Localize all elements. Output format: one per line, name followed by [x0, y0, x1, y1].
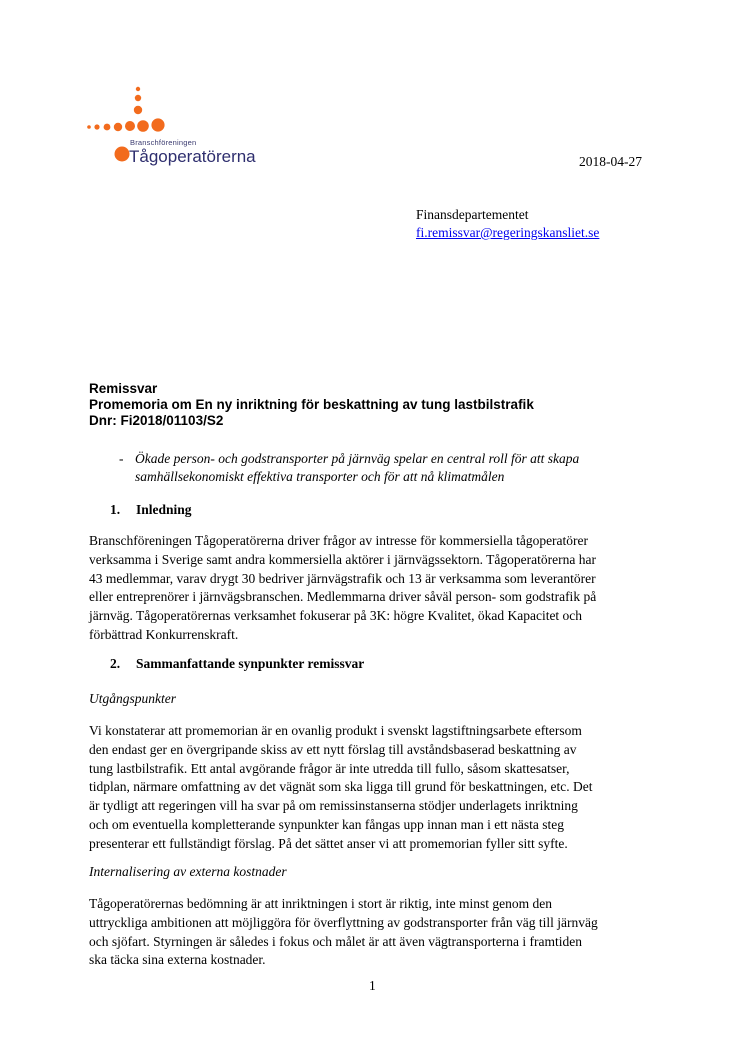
section-1-paragraph — [89, 532, 669, 645]
section-2-line: Tågoperatörernas bedömning är att inriktningen i stort är riktig, inte minst genom den — [89, 896, 553, 911]
section-1-heading — [110, 502, 192, 518]
section-1-line: förbättrad Konkurrenskraft. — [89, 626, 239, 642]
section-2-heading — [110, 656, 364, 672]
section-1-line: 43 medlemmar, varav drygt 30 bedriver järnvägstrafik och 13 är verksamma som leverantörer — [89, 570, 596, 586]
recipient-name: Finansdepartementet — [416, 207, 529, 222]
section-2-line: Vi konstaterar att promemorian är en ovanlig produkt i svenskt lagstiftningsarbete eftersom — [89, 723, 582, 738]
section-1-line: järnväg. Tågoperatörernas verksamhet fokuserar på 3K: högre Kvalitet, ökad Kapacitet och — [89, 608, 583, 624]
section-2-line: den endast ger en övergripande skiss av ett nytt förslag till avståndsbaserad beskattning av — [89, 741, 577, 757]
section-2-line: och sjöfart. Styrningen är således i fokus och målet är att även vägtransporterna i framtiden — [89, 933, 582, 949]
section-2-title: Sammanfattande synpunkter remissvar — [136, 656, 365, 671]
subheading-internalisering: Internalisering av externa kostnader — [89, 864, 287, 879]
section-2-line: presenterar ett fullständigt förslag. På det sättet anser vi att promemorian fyller sitt syfte. — [89, 835, 568, 851]
section-1-line: eller entreprenörer i järnvägsbranschen. Medlemmarna driver såväl person- som godstrafik på — [89, 589, 597, 605]
logo-org-prefix: Branschföreningen — [130, 138, 197, 147]
section-2-line: tung lastbilstrafik. Ett antal avgörande frågor är inte utredda till fullo, såsom skattesatser, — [89, 760, 570, 776]
section-1-title: Inledning — [136, 502, 192, 517]
page-number: 1 — [369, 978, 376, 993]
section-1-number: 1. — [110, 502, 121, 517]
document-date: 2018-04-27 — [579, 154, 642, 169]
document-heading — [89, 381, 534, 429]
bullet-dash: - — [119, 451, 124, 466]
subheading-utgangspunkter: Utgångspunkter — [89, 691, 176, 706]
heading-line-2: Promemoria om En ny inriktning för beskattning av tung lastbilstrafik — [89, 397, 534, 412]
section-1-line: verksamma i Sverige samt andra kommersiella aktörer i järnvägssektorn. Tågoperatörerna har — [89, 551, 596, 567]
section-2-number: 2. — [110, 656, 121, 671]
section-1-line: Branschföreningen Tågoperatörerna driver frågor av intresse för kommersiella tågoperatörer — [89, 533, 589, 548]
heading-line-3: Dnr: Fi2018/01103/S2 — [89, 413, 224, 428]
section-2-line: är tydligt att regeringen vill ha svar på om remissinstanserna stödjer underlagets inriktning — [89, 798, 578, 814]
recipient-email-link[interactable]: fi.remissvar@regeringskansliet.se — [416, 225, 600, 240]
section-2-paragraph-1 — [89, 722, 669, 854]
section-2-line: uttryckliga ambitionen att möjliggöra för överflyttning av godstransporter från väg till järnväg — [89, 914, 598, 930]
section-2-line: tidplan, närmare omfattning av det vägnät som ska ligga till grund för beskattningen, etc. Det — [89, 779, 593, 795]
section-2-line: och om eventuella kompletterande synpunkter kan fångas upp innan man i ett nästa steg — [89, 816, 564, 832]
section-2-paragraph-2 — [89, 895, 669, 970]
heading-line-1: Remissvar — [89, 381, 158, 396]
recipient-block — [416, 206, 599, 242]
bullet-line-1: Ökade person- och godstransporter på järnväg spelar en central roll för att skapa — [135, 451, 580, 466]
section-2-line: ska täcka sina externa kostnader. — [89, 952, 266, 968]
bullet-text — [135, 450, 635, 486]
logo-org-name: Tågoperatörerna — [129, 147, 256, 166]
bullet-line-2: samhällsekonomiskt effektiva transporter och för att nå klimatmålen — [135, 469, 505, 484]
